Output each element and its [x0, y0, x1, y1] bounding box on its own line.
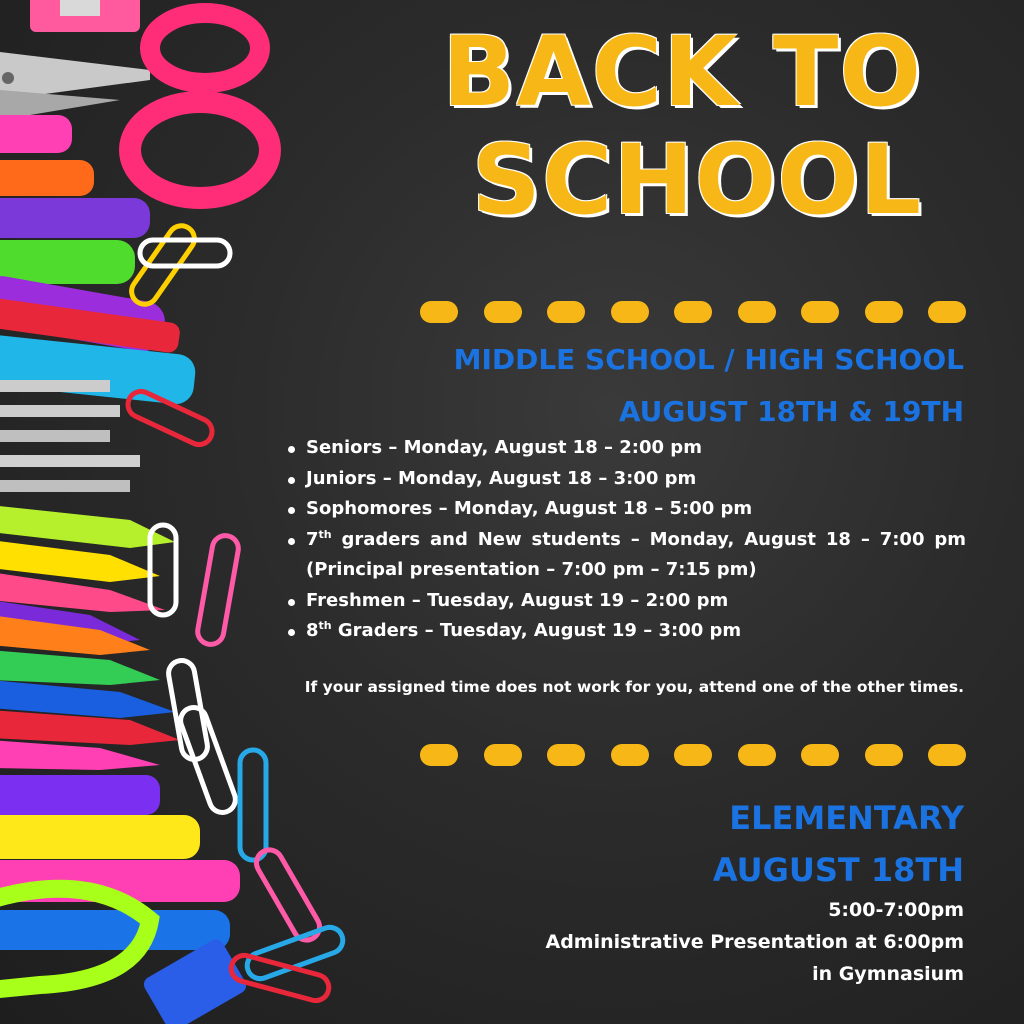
elementary-date: AUGUST 18TH — [712, 851, 964, 889]
list-item: 7th graders and New students – Monday, August 18 – 7:00 pm — [286, 525, 966, 556]
elementary-location: in Gymnasium — [812, 963, 964, 985]
elementary-time: 5:00-7:00pm — [828, 899, 964, 921]
elementary-heading: ELEMENTARY — [729, 799, 964, 837]
list-item: Juniors – Monday, August 18 – 3:00 pm — [286, 464, 966, 495]
schedule-list — [286, 433, 966, 647]
middle-high-heading: MIDDLE SCHOOL / HIGH SCHOOL — [453, 343, 964, 376]
title-line-1: BACK TO — [442, 16, 922, 128]
colored-pencil-icon — [0, 505, 180, 770]
attendance-note: If your assigned time does not work for you, attend one of the other times. — [304, 678, 964, 696]
list-item-note: (Principal presentation – 7:00 pm – 7:15 pm) — [306, 559, 757, 580]
title-line-2: SCHOOL — [471, 124, 922, 236]
dashed-divider — [420, 301, 966, 323]
list-item: Sophomores – Monday, August 18 – 5:00 pm — [286, 494, 966, 525]
list-item: Seniors – Monday, August 18 – 2:00 pm — [286, 433, 966, 464]
pencil-sharpener-icon — [30, 0, 140, 32]
middle-high-dates: AUGUST 18TH & 19TH — [618, 395, 964, 428]
elementary-presentation: Administrative Presentation at 6:00pm — [545, 931, 964, 953]
list-item: Freshmen – Tuesday, August 19 – 2:00 pm — [286, 586, 966, 617]
list-item: 8th Graders – Tuesday, August 19 – 3:00 pm — [286, 616, 966, 647]
dashed-divider — [420, 744, 966, 766]
